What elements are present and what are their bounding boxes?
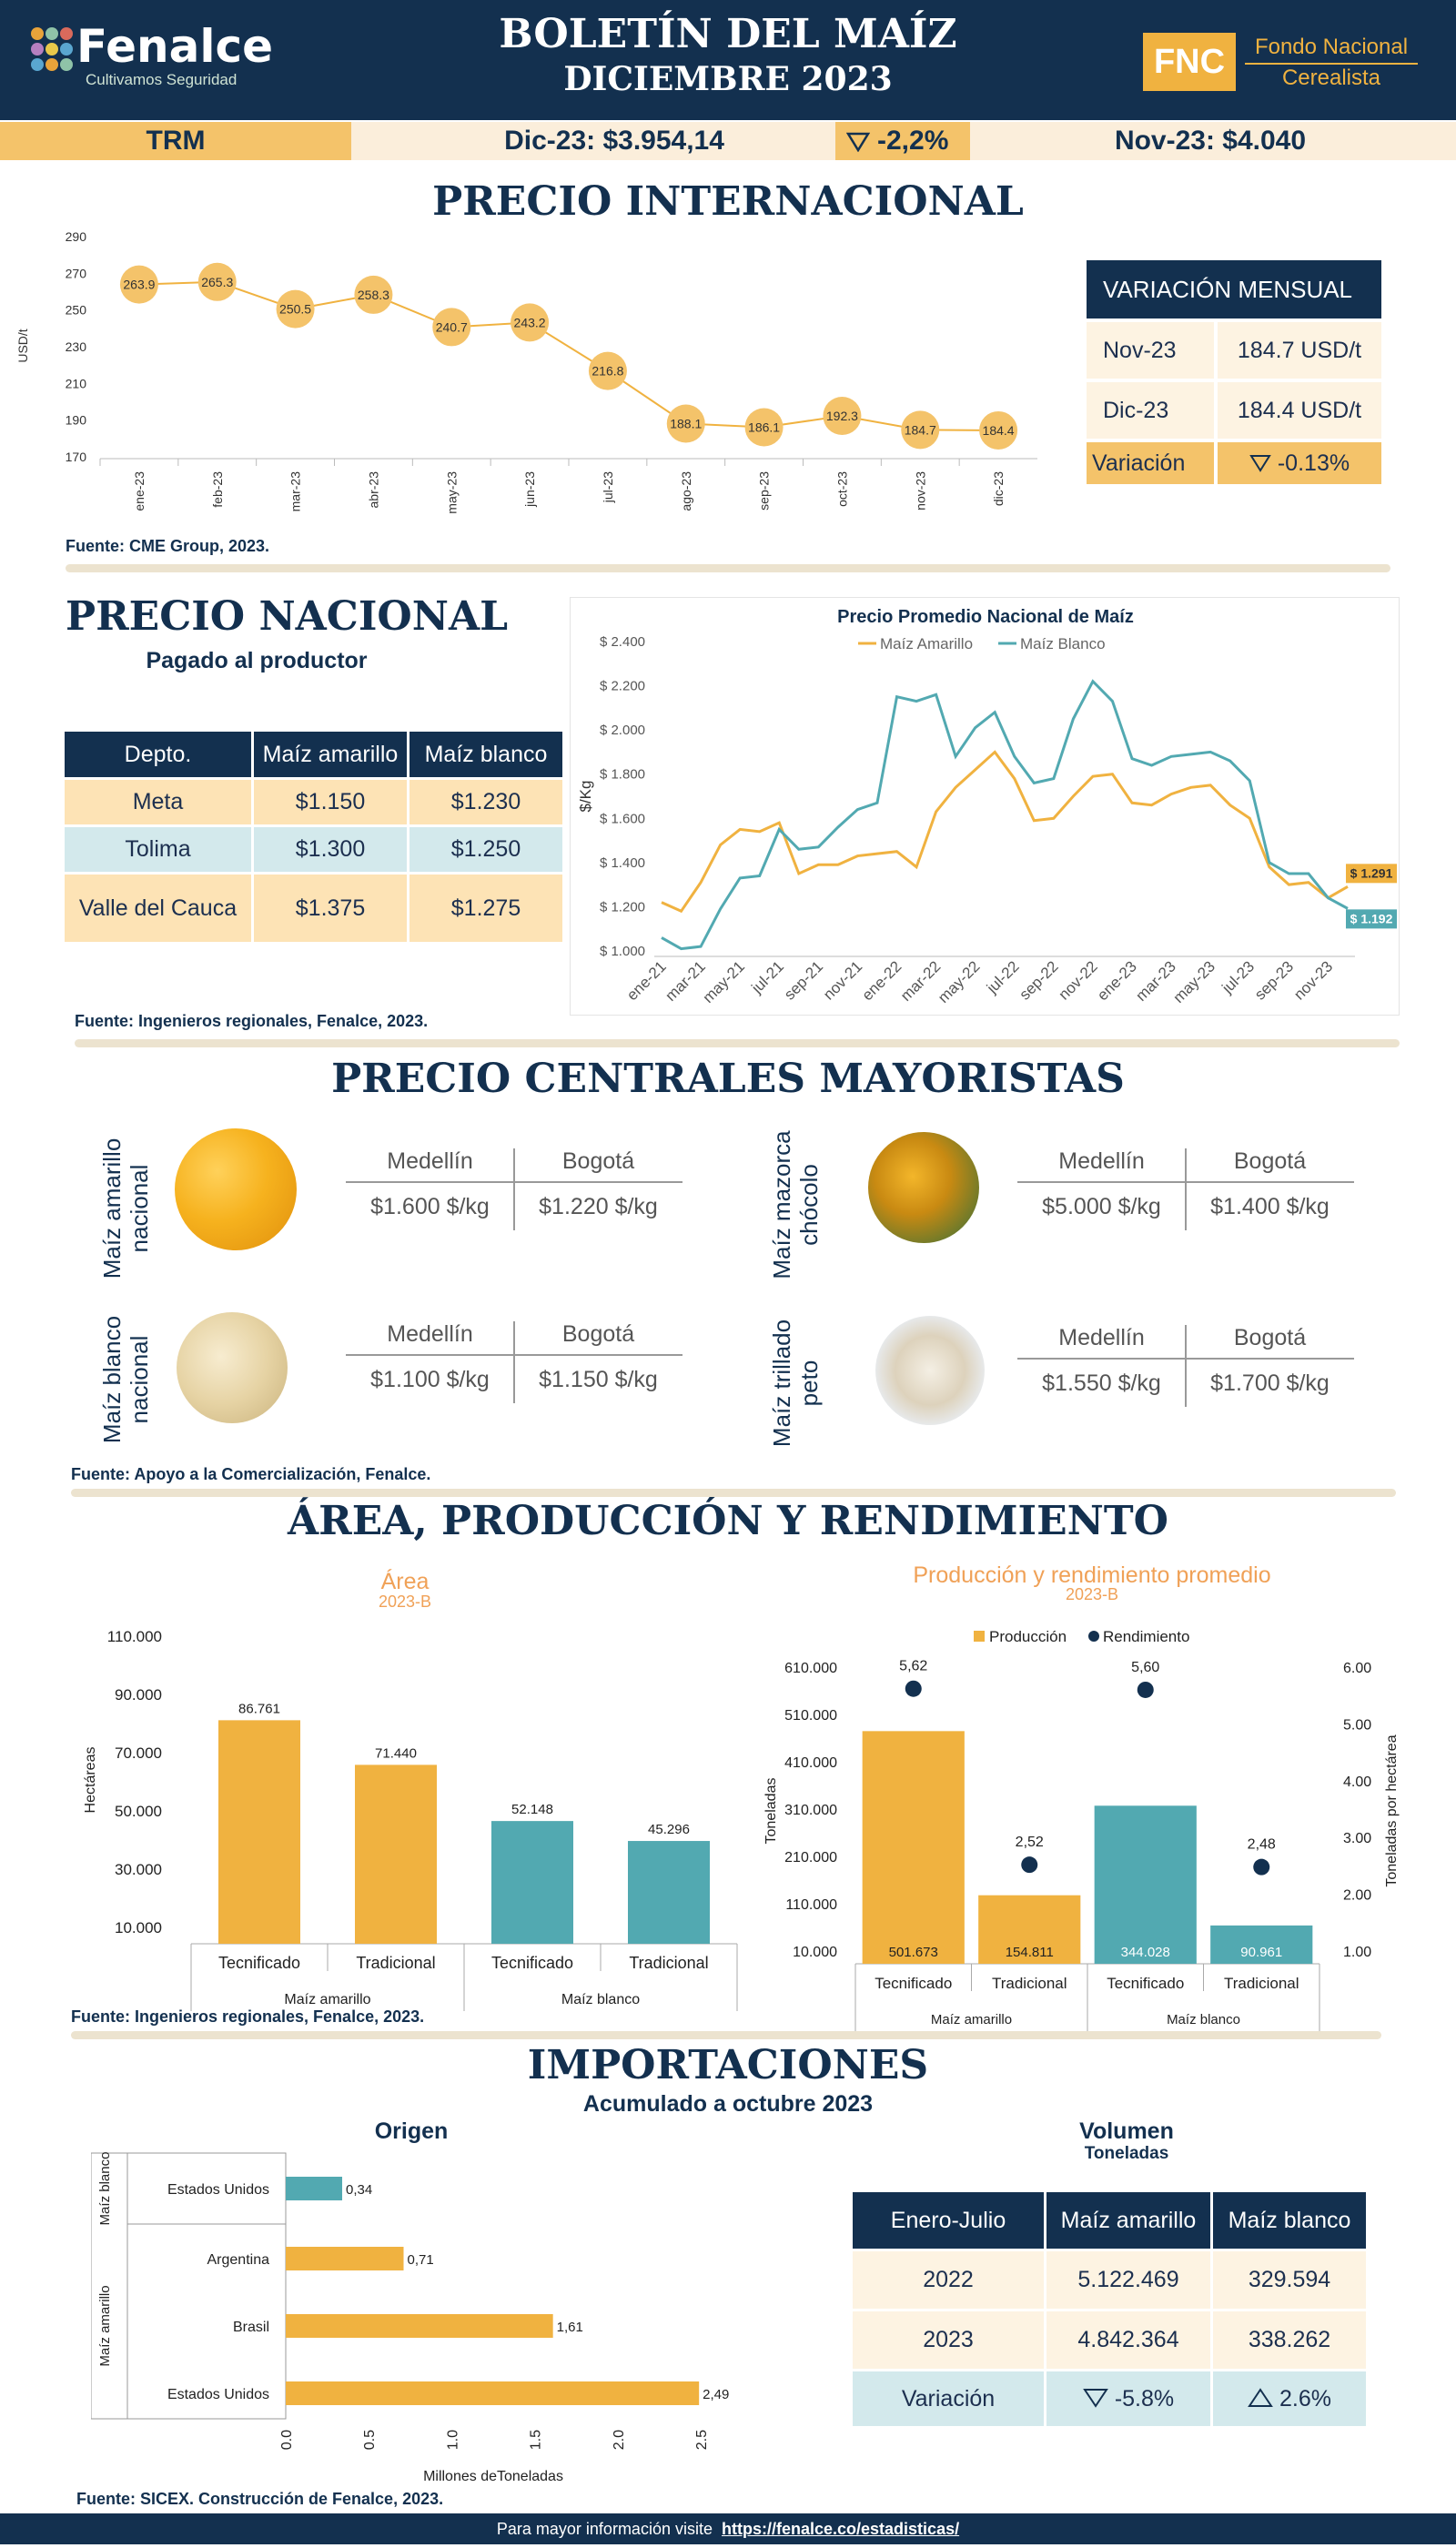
legend-swatch: [974, 1631, 985, 1642]
nacional-cell: $1.150: [254, 780, 407, 824]
city-medellin: Medellín: [1058, 1148, 1145, 1174]
y-tick-label: $ 1.400: [599, 854, 645, 871]
chart-title: Origen: [374, 2118, 449, 2144]
group-label: Maíz blanco: [1167, 2012, 1240, 2027]
x-tick-label: ene-23: [131, 471, 147, 511]
x-tick-label: nov-21: [820, 957, 866, 1004]
trm-current: Dic-23: $3.954,14: [504, 126, 724, 156]
logo-name: Fenalce: [76, 20, 274, 73]
trm-change: -2,2%: [877, 126, 949, 156]
y-tick-label: $ 2.400: [599, 634, 645, 650]
nacional-cell: $1.250: [410, 827, 562, 872]
legend-label: Maíz Amarillo: [880, 635, 974, 652]
x-tick-label: may-22: [934, 957, 984, 1006]
y2-tick-label: 2.00: [1343, 1887, 1372, 1904]
legend-label: Producción: [989, 1628, 1067, 1645]
x-tick-label: Tecnificado: [490, 1954, 574, 1972]
fnc-name-2: Cerealista: [1281, 66, 1381, 90]
data-label: 154.811: [1005, 1945, 1054, 1960]
volumen-var-blanco-cell: [1213, 2371, 1366, 2426]
y-tick-label: Estados Unidos: [167, 2182, 269, 2198]
x-tick-label: Tradicional: [356, 1954, 436, 1972]
separator: [71, 2031, 1381, 2039]
nacional-cell: Meta: [65, 780, 251, 824]
rendimiento-point: [1138, 1682, 1154, 1698]
nacional-header-amarillo: Maíz amarillo: [254, 732, 407, 777]
city-medellin: Medellín: [387, 1148, 473, 1174]
volumen-cell: 2022: [853, 2251, 1044, 2309]
chart-title: Precio Promedio Nacional de Maíz: [837, 607, 1134, 627]
legend-swatch: [1088, 1631, 1099, 1642]
x-tick-label: 1.0: [445, 2430, 461, 2451]
y-tick-label: 230: [65, 339, 86, 354]
y-tick-label: 110.000: [106, 1628, 162, 1645]
variacion-header: VARIACIÓN MENSUAL: [1087, 260, 1381, 318]
fnc-name-1: Fondo Nacional: [1254, 35, 1409, 59]
x-tick-label: may-21: [699, 957, 748, 1006]
area-title: ÁREA, PRODUCCIÓN Y RENDIMIENTO: [288, 1498, 1168, 1544]
y2-tick-label: 1.00: [1343, 1945, 1372, 1960]
bar: [863, 1731, 965, 1964]
data-label: 216.8: [592, 363, 624, 379]
footer-link[interactable]: https://fenalce.co/estadisticas/: [722, 2520, 960, 2538]
production-chart: [755, 1558, 1429, 2031]
fnc-box: FNC: [1143, 33, 1236, 91]
y2-axis-label: Toneladas por hectárea: [1384, 1734, 1400, 1887]
price-medellin: $1.100 $/kg: [370, 1367, 490, 1392]
y2-tick-label: 6.00: [1343, 1661, 1372, 1676]
data-label: 0,71: [407, 2252, 434, 2268]
fnc-divider: [1245, 63, 1418, 65]
intl-price-chart: [0, 218, 1074, 528]
market-prices: [1017, 1148, 1354, 1232]
down-triangle-icon: [1083, 2388, 1108, 2408]
volumen-title: Volumen: [1079, 2118, 1174, 2144]
data-label: 501.673: [888, 1945, 938, 1960]
data-label: 188.1: [670, 416, 703, 431]
y-tick-label: 250: [65, 302, 86, 318]
x-tick-label: oct-23: [834, 471, 850, 507]
data-label: 184.4: [982, 422, 1015, 438]
x-tick-label: mar-23: [288, 471, 303, 512]
imports-source: Fuente: SICEX. Construcción de Fenalce, 2023.: [76, 2490, 444, 2508]
nacional-cell: $1.275: [410, 875, 562, 942]
rendimiento-point: [1021, 1856, 1037, 1873]
data-label: 86.761: [238, 1701, 280, 1717]
data-label: 52.148: [511, 1802, 553, 1818]
maiz-trillado-photo: [875, 1316, 985, 1425]
end-label: $ 1.291: [1350, 865, 1393, 881]
x-tick-label: sep-23: [1251, 957, 1298, 1004]
volumen-table: [850, 2189, 1369, 2429]
x-tick-label: mar-21: [662, 957, 709, 1005]
x-tick-label: nov-23: [913, 471, 928, 511]
separator: [66, 564, 1390, 572]
variacion-row-value: 184.7 USD/t: [1218, 322, 1381, 379]
y-axis-label: USD/t: [15, 329, 30, 363]
y-tick-label: 70.000: [115, 1744, 162, 1762]
x-tick-label: mar-22: [896, 957, 945, 1005]
bar: [218, 1720, 300, 1944]
bar: [286, 2247, 404, 2270]
volumen-var-blanco: 2.6%: [1279, 2385, 1331, 2412]
x-tick-label: sep-21: [780, 957, 827, 1004]
y-axis-label: Toneladas: [763, 1777, 779, 1845]
y-tick-label: $ 2.000: [599, 723, 645, 739]
volumen-cell: 2023: [853, 2311, 1044, 2369]
nacional-cell: Valle del Cauca: [65, 875, 251, 942]
x-tick-label: ago-23: [678, 471, 693, 511]
x-tick-label: nov-23: [1290, 957, 1337, 1004]
data-label: 240.7: [435, 319, 468, 335]
city-medellin: Medellín: [1058, 1325, 1145, 1350]
volumen-var-amarillo: -5.8%: [1114, 2385, 1175, 2412]
price-bogota: $1.700 $/kg: [1210, 1370, 1330, 1396]
imports-title: IMPORTACIONES: [527, 2042, 929, 2088]
x-tick-label: jul-21: [748, 957, 788, 997]
data-label: 243.2: [513, 315, 546, 330]
price-medellin: $5.000 $/kg: [1042, 1194, 1161, 1219]
rendimiento-point: [905, 1681, 922, 1697]
product-label: Maíz mazorca chócolo: [768, 1130, 823, 1279]
y-tick-label: 610.000: [784, 1661, 837, 1676]
fnc-logo: [1143, 33, 1416, 93]
variacion-row-value: 184.4 USD/t: [1218, 382, 1381, 439]
y-tick-label: 410.000: [784, 1755, 837, 1771]
group-label: Maíz blanco: [97, 2151, 113, 2226]
nacional-header-blanco: Maíz blanco: [410, 732, 562, 777]
x-tick-label: Tradicional: [1223, 1975, 1299, 1992]
volumen-subtitle: Toneladas: [1084, 2144, 1169, 2163]
nacional-source: Fuente: Ingenieros regionales, Fenalce, 2023.: [75, 1012, 429, 1030]
x-tick-label: mar-23: [1132, 957, 1179, 1005]
market-prices: [1017, 1325, 1354, 1409]
y-tick-label: 190: [65, 412, 86, 428]
price-medellin: $1.550 $/kg: [1042, 1370, 1161, 1396]
area-chart: [64, 1562, 755, 2013]
title-line-2: DICIEMBRE 2023: [563, 60, 893, 98]
volumen-cell: 4.842.364: [1046, 2311, 1210, 2369]
group-label: Maíz amarillo: [930, 2012, 1013, 2027]
y-tick-label: 310.000: [784, 1803, 837, 1818]
bar: [355, 1764, 437, 1944]
bar: [1095, 1805, 1197, 1964]
y-tick-label: $ 1.200: [599, 899, 645, 915]
x-tick-label: nov-22: [1055, 957, 1101, 1004]
x-tick-label: ene-23: [1093, 957, 1140, 1005]
logo-tagline: Cultivamos Seguridad: [86, 71, 238, 88]
data-label: 90.961: [1240, 1945, 1283, 1960]
x-tick-label: may-23: [1169, 957, 1219, 1006]
nacional-table: [62, 729, 565, 945]
x-tick-label: sep-22: [1016, 957, 1062, 1004]
y-tick-label: 170: [65, 450, 86, 464]
y2-tick-label: 5.00: [1343, 1717, 1372, 1734]
nacional-cell: $1.300: [254, 827, 407, 872]
rendimiento-label: 5,62: [899, 1658, 928, 1674]
price-medellin: $1.600 $/kg: [370, 1194, 490, 1219]
nacional-cell: $1.230: [410, 780, 562, 824]
y-tick-label: 210.000: [784, 1850, 837, 1866]
volumen-cell: 329.594: [1213, 2251, 1366, 2309]
data-label: 250.5: [279, 301, 312, 317]
footer-bar: [0, 2513, 1456, 2544]
volumen-cell: 5.122.469: [1046, 2251, 1210, 2309]
rendimiento-label: 5,60: [1131, 1659, 1160, 1675]
y-tick-label: $ 1.000: [599, 944, 645, 959]
trm-change-box: [835, 122, 970, 160]
bar: [491, 1821, 573, 1944]
series-line: [139, 282, 998, 430]
volumen-var-label: Variación: [853, 2371, 1044, 2426]
x-tick-label: 2.5: [694, 2430, 710, 2451]
x-tick-label: abr-23: [366, 471, 381, 509]
x-tick-label: Tradicional: [629, 1954, 709, 1972]
bar: [628, 1841, 710, 1944]
price-bogota: $1.150 $/kg: [539, 1367, 658, 1392]
volumen-header: Maíz blanco: [1213, 2192, 1366, 2249]
down-triangle-icon: [846, 132, 870, 152]
x-tick-label: feb-23: [209, 471, 225, 508]
price-bogota: $1.400 $/kg: [1210, 1194, 1330, 1219]
variacion-value-cell: [1218, 442, 1381, 484]
nacional-header-depto: Depto.: [65, 732, 251, 777]
bar: [286, 2177, 342, 2200]
x-tick-label: jul-22: [983, 957, 1023, 997]
volumen-var-amarillo-cell: [1046, 2371, 1210, 2426]
x-tick-label: jul-23: [1218, 957, 1259, 997]
chart-subtitle: 2023-B: [378, 1592, 432, 1611]
fenalce-logo: [29, 20, 302, 96]
city-bogota: Bogotá: [1233, 1325, 1307, 1350]
group-label: Maíz amarillo: [97, 2285, 113, 2367]
market-prices: [346, 1148, 682, 1232]
nacional-title: PRECIO NACIONAL: [66, 593, 509, 640]
city-bogota: Bogotá: [1233, 1148, 1307, 1174]
data-label: 192.3: [825, 409, 858, 424]
trm-previous: Nov-23: $4.040: [1114, 126, 1307, 156]
logo-grains-icon: [29, 25, 75, 76]
y-tick-label: 270: [65, 266, 86, 281]
intl-source: Fuente: CME Group, 2023.: [66, 537, 270, 555]
x-axis-label: Millones deToneladas: [423, 2469, 563, 2482]
national-price-chart: [570, 597, 1400, 1016]
chart-title: Producción y rendimiento promedio: [913, 1562, 1271, 1588]
chart-title: Área: [380, 1569, 430, 1594]
variacion-table: [1087, 260, 1381, 484]
separator: [75, 1039, 1400, 1047]
up-triangle-icon: [1248, 2388, 1273, 2408]
footer-text: Para mayor información visite: [496, 2520, 713, 2538]
nacional-subtitle: Pagado al productor: [146, 648, 368, 673]
maiz-blanco-photo: [177, 1312, 288, 1423]
city-bogota: Bogotá: [561, 1321, 635, 1347]
data-label: 265.3: [201, 274, 234, 289]
variacion-row-label: Dic-23: [1087, 382, 1214, 439]
data-label: 45.296: [648, 1822, 690, 1838]
bulletin-title: [410, 11, 1046, 100]
y-tick-label: 290: [65, 229, 86, 244]
y-tick-label: 210: [65, 376, 86, 391]
data-label: 184.7: [904, 422, 936, 438]
x-tick-label: 0.5: [362, 2430, 379, 2451]
title-line-1: BOLETÍN DEL MAÍZ: [499, 11, 957, 57]
intl-title: PRECIO INTERNACIONAL: [432, 178, 1024, 225]
rendimiento-label: 2,52: [1015, 1835, 1044, 1851]
mayoristas-title: PRECIO CENTRALES MAYORISTAS: [331, 1056, 1125, 1102]
market-prices: [346, 1321, 682, 1405]
city-bogota: Bogotá: [561, 1148, 635, 1174]
x-tick-label: 2.0: [611, 2430, 627, 2451]
data-label: 2,49: [703, 2387, 730, 2402]
maiz-mazorca-photo: [868, 1132, 979, 1243]
y-axis-label: Hectáreas: [83, 1746, 98, 1814]
x-tick-label: Tecnificado: [875, 1975, 953, 1992]
y-tick-label: 510.000: [784, 1708, 837, 1724]
chart-subtitle: 2023-B: [1065, 1585, 1119, 1603]
y-tick-label: 90.000: [115, 1686, 162, 1704]
x-tick-label: ene-22: [858, 957, 905, 1005]
x-tick-label: may-23: [444, 471, 460, 514]
trm-label: TRM: [0, 122, 351, 160]
separator: [71, 1489, 1396, 1497]
data-label: 71.440: [375, 1745, 417, 1762]
x-tick-label: jun-23: [522, 471, 538, 507]
y-tick-label: 110.000: [785, 1897, 837, 1913]
y-tick-label: Estados Unidos: [167, 2387, 269, 2402]
area-source: Fuente: Ingenieros regionales, Fenalce, 2023.: [71, 2007, 425, 2026]
bar: [286, 2381, 699, 2405]
volumen-header: Enero-Julio: [853, 2192, 1044, 2249]
variacion-row-label: Nov-23: [1087, 322, 1214, 379]
y-axis-label: $/Kg: [577, 780, 594, 813]
rendimiento-label: 2,48: [1247, 1836, 1276, 1853]
y-tick-label: $ 1.600: [599, 811, 645, 827]
y-tick-label: 10.000: [115, 1919, 162, 1936]
group-label: Maíz blanco: [561, 1992, 641, 2007]
y-tick-label: Brasil: [232, 2320, 269, 2335]
end-label: $ 1.192: [1350, 911, 1393, 926]
imports-subtitle: Acumulado a octubre 2023: [582, 2091, 874, 2117]
mayoristas-source: Fuente: Apoyo a la Comercialización, Fenalce.: [71, 1465, 431, 1483]
product-label: Maíz amarillo nacional: [98, 1138, 153, 1279]
data-label: 186.1: [748, 420, 781, 435]
city-medellin: Medellín: [387, 1321, 473, 1347]
group-label: Maíz amarillo: [284, 1992, 371, 2007]
x-tick-label: 1.5: [528, 2430, 544, 2451]
x-tick-label: ene-21: [622, 957, 670, 1005]
nacional-cell: $1.375: [254, 875, 407, 942]
x-tick-label: Tecnificado: [1107, 1975, 1185, 1992]
x-tick-label: sep-23: [756, 471, 772, 511]
y-tick-label: $ 2.200: [599, 678, 645, 694]
x-tick-label: Tradicional: [991, 1975, 1067, 1992]
y-tick-label: 50.000: [115, 1803, 162, 1820]
rendimiento-point: [1253, 1859, 1269, 1876]
volumen-cell: 338.262: [1213, 2311, 1366, 2369]
data-label: 1,61: [556, 2320, 583, 2335]
x-tick-label: dic-23: [991, 471, 1006, 507]
variacion-label: Variación: [1087, 442, 1214, 484]
y-tick-label: 30.000: [115, 1861, 162, 1878]
data-label: 258.3: [357, 287, 389, 302]
x-tick-label: jul-23: [600, 471, 615, 503]
x-tick-label: 0.0: [279, 2430, 295, 2451]
nacional-cell: Tolima: [65, 827, 251, 872]
x-tick-label: Tecnificado: [217, 1954, 301, 1972]
y2-tick-label: 3.00: [1343, 1831, 1372, 1847]
legend-label: Maíz Blanco: [1020, 635, 1106, 652]
y-tick-label: 10.000: [793, 1945, 837, 1960]
price-bogota: $1.220 $/kg: [539, 1194, 658, 1219]
data-label: 344.028: [1120, 1945, 1170, 1960]
legend-label: Rendimiento: [1103, 1628, 1190, 1645]
maiz-amarillo-photo: [175, 1128, 297, 1250]
product-label: Maíz blanco nacional: [98, 1315, 153, 1444]
y-tick-label: Argentina: [207, 2252, 269, 2268]
origin-chart: [91, 2109, 764, 2482]
product-label: Maíz trillado peto: [768, 1319, 823, 1448]
y2-tick-label: 4.00: [1343, 1774, 1372, 1790]
down-triangle-icon: [1249, 454, 1271, 472]
volumen-header: Maíz amarillo: [1046, 2192, 1210, 2249]
data-label: 263.9: [123, 277, 156, 292]
bar: [286, 2314, 553, 2338]
variacion-value: -0.13%: [1277, 450, 1350, 476]
y-tick-label: $ 1.800: [599, 766, 645, 783]
data-label: 0,34: [346, 2182, 373, 2198]
